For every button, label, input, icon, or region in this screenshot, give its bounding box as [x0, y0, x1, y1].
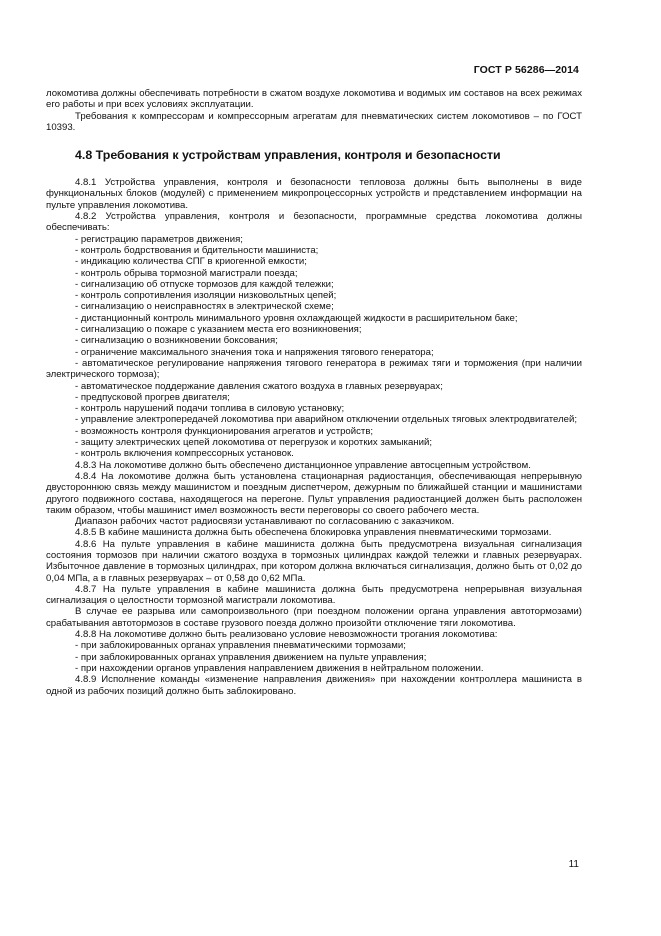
list-item: - сигнализацию об отпуске тормозов для каждой тележки;	[75, 278, 334, 290]
list-item: - защиту электрических цепей локомотива от перегрузок и коротких замыканий;	[75, 437, 432, 449]
paragraph-4-8-1: 4.8.1 Устройства управления, контроля и безопасности тепловоза должны быть выполнены в виде функциональных блоков (модулей) с применением микропроцессорных устройств и представлением информации на пульте управления локомотива.	[46, 177, 582, 211]
list-item: - автоматическое поддержание давления сжатого воздуха в главных резервуарах;	[75, 380, 443, 392]
paragraph-4-8-7-rupture: В случае ее разрыва или самопроизвольного (при поездном положении органа управления автотормозами) срабатывания автотормозов в составе грузового поезда должно произойти отключение тяги локомотива.	[46, 606, 582, 629]
list-item: - регистрацию параметров движения;	[75, 233, 243, 245]
intro-paragraph: локомотива должны обеспечивать потребности в сжатом воздухе локомотива и водимых им составов на всех режимах его работы и при всех условиях эксплуатации.	[46, 88, 582, 111]
list-item: - при заблокированных органах управления пневматическими тормозами;	[75, 640, 406, 652]
paragraph-4-8-5: 4.8.5 В кабине машиниста должна быть обеспечена блокировка управления пневматическими тормозами.	[75, 527, 552, 539]
section-heading: 4.8 Требования к устройствам управления, контроля и безопасности	[75, 148, 501, 163]
paragraph-4-8-2: 4.8.2 Устройства управления, контроля и безопасности, программные средства локомотива должны обеспечивать:	[46, 211, 582, 234]
list-item: - предпусковой прогрев двигателя;	[75, 391, 230, 403]
list-item: - контроль бодрствования и бдительности машиниста;	[75, 244, 319, 256]
list-item: - при заблокированных органах управления движением на пульте управления;	[75, 651, 427, 663]
list-item: - сигнализацию о пожаре с указанием места его возникновения;	[75, 324, 362, 336]
list-item: - возможность контроля функционирования агрегатов и устройств;	[75, 425, 374, 437]
paragraph-4-8-8: 4.8.8 На локомотиве должно быть реализовано условие невозможности трогания локомотива:	[75, 629, 498, 641]
list-item: - контроль обрыва тормозной магистрали поезда;	[75, 267, 298, 279]
paragraph-4-8-9: 4.8.9 Исполнение команды «изменение направления движения» при нахождении контроллера машиниста в одной из рабочих позиций должно быть заблокировано.	[46, 674, 582, 697]
document-body	[46, 88, 582, 697]
paragraph-4-8-4: 4.8.4 На локомотиве должна быть установлена стационарная радиостанция, обеспечивающая непрерывную двустороннюю связь между машинистом и поездным диспетчером, дежурным по ближайшей станции и машинистами другого подвижного состава, находящегося на перегоне. Пульт управления радиостанцией должен быть расположен таким образом, чтобы машинист имел возможность вести переговоры со своего рабочего места.	[46, 470, 582, 516]
paragraph-4-8-4-frequency: Диапазон рабочих частот радиосвязи устанавливают по согласованию с заказчиком.	[75, 516, 455, 528]
list-item: - сигнализацию о возникновении боксования;	[75, 335, 278, 347]
page-number: 11	[568, 859, 579, 870]
list-item: - сигнализацию о неисправностях в электрической схеме;	[75, 301, 334, 313]
list-item: - контроль включения компрессорных установок.	[75, 448, 294, 460]
intro-paragraph: Требования к компрессорам и компрессорным агрегатам для пневматических систем локомотивов – по ГОСТ 10393.	[46, 110, 582, 133]
list-item: - ограничение максимального значения тока и напряжения тягового генератора;	[75, 346, 434, 358]
list-item: - контроль нарушений подачи топлива в силовую установку;	[75, 403, 345, 415]
list-item: - контроль сопротивления изоляции низковольтных цепей;	[75, 290, 337, 302]
paragraph-4-8-6: 4.8.6 На пульте управления в кабине машиниста должна быть предусмотрена визуальная сигнализация состояния тормозов при наличии сжатого воздуха в тормозных цилиндрах каждой тележки и главных резервуарах. Избыточное давление в тормозных цилиндрах, при котором должна включаться сигнализация, должно быть от 0,02 до 0,04 МПа, а в главных резервуарах – от 0,58 до 0,62 МПа.	[46, 538, 582, 584]
list-item: - дистанционный контроль минимального уровня охлаждающей жидкости в расширительном баке;	[75, 312, 518, 324]
paragraph-4-8-7: 4.8.7 На пульте управления в кабине машиниста должна быть предусмотрена непрерывная визуальная сигнализация о целостности тормозной магистрали локомотива.	[46, 583, 582, 607]
list-item: - при нахождении органов управления направлением движения в нейтральном положении.	[75, 662, 484, 674]
list-item: - автоматическое регулирование напряжения тягового генератора в режимах тяги и торможения (при наличии электрического тормоза);	[46, 357, 582, 381]
document-header: ГОСТ Р 56286—2014	[473, 64, 579, 76]
list-item: - индикацию количества СПГ в криогенной емкости;	[75, 256, 307, 268]
paragraph-4-8-3: 4.8.3 На локомотиве должно быть обеспечено дистанционное управление автосцепным устройством.	[75, 459, 531, 471]
list-item: - управление электропередачей локомотива при аварийном отключении отдельных тяговых электродвигателей;	[75, 414, 578, 426]
